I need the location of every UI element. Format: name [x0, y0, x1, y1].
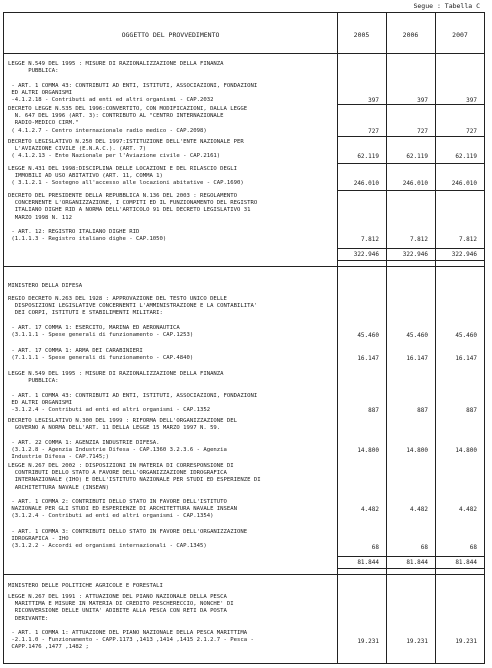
value-2006: 397	[417, 97, 428, 104]
value-2007: 19.231	[455, 638, 477, 645]
header-year-2006: 2006	[402, 31, 419, 39]
provision-text: LEGGE N.267 DEL 1991 : ATTUAZIONE DEL PIANO NAZIONALE DELLA PESCA MARITTIMA E MISURE IN MATERIA DI CREDITO PESCHERECCIO, NONCHE' DI RICONVERSIONE DELLE UNITA' ADIBITE ALLA PESCA CON RETI DA POSTA DERIVANTE: - ART. 1 COMMA 1: ATTUAZIONE DEL PIANO NAZIONALE DELLA PESCA MARITTIMA -2.1.1.0 - Funzionamento - CAPP.1173 ,1413 ,1414 ,1415 2.1.2.7 - Pesca - CAPP.1476 ,1477 ,1482 ;	[8, 594, 254, 651]
value-2007: 62.119	[455, 153, 477, 160]
provision-text: - ART. 17 COMMA 1: ARMA DEI CARABINIERI (7.1.1.1 - Spese generali di funzionamento - CAP.4840)	[11, 348, 194, 362]
section-separator	[4, 266, 484, 267]
value-2006: 7.812	[409, 236, 428, 243]
provision-text: LEGGE N.549 DEL 1995 : MISURE DI RAZIONALIZZAZIONE DELLA FINANZA PUBBLICA: - ART. 1 COMMA 43: CONTRIBUTI AD ENTI, ISTITUTI, ASSOCIAZIONI, FONDAZIONI ED ALTRI ORGANISMI -3.1.2.4 - Contributi ad enti ed altri organismi - CAP.1352	[8, 371, 258, 414]
value-2007: 727	[466, 128, 477, 135]
value-2007: 16.147	[455, 355, 477, 362]
value-2007: 45.460	[455, 332, 477, 339]
provision-text: DECRETO LEGGE N.535 DEL 1996:CONVERTITO, CON MODIFICAZIONI, DALLA LEGGE N. 647 DEL 1996 (ART. 3): CONTRIBUTO AL "CENTRO INTERNAZIONALE RADIO-MEDICO CIRM." ( 4.1.2.7 - Centro internazionale radio medico - CAP.2098)	[8, 106, 248, 134]
provision-text: REGIO DECRETO N.263 DEL 1928 : APPROVAZIONE DEL TESTO UNICO DELLE DISPOSIZIONI LEGISLATIVE CONCERNENTI L'AMMINISTRAZIONE E LA CONTABILITA' DEI CORPI, ISTITUTI E STABILIMENTI MILITARI: - ART. 17 COMMA 1: ESERCITO, MARINA ED AERONAUTICA (3.1.1.1 - Spese generali di funzionamento - CAP.1253)	[8, 296, 258, 339]
provision-text: DECRETO DEL PRESIDENTE DELLA REPUBBLICA N.136 DEL 2003 : REGOLAMENTO CONCERNENTE L'ORGANIZZAZIONE, I COMPITI ED IL FUNZIONAMENTO DEL REGISTRO ITALIANO DIGHE RID A NORMA DELL'ARTICOLO 91 DEL DECRETO LEGISLATIVO 31 MARZO 1998 N. 112 - ART. 12: REGISTRO ITALIANO DIGHE RID (1.1.1.3 - Registro italiano dighe - CAP.1050)	[8, 193, 258, 243]
subtotal-2005: 322.946	[353, 251, 379, 258]
value-2005: 62.119	[357, 153, 379, 160]
table-body	[4, 53, 484, 663]
subtotal-2006: 322.946	[402, 251, 428, 258]
provision-text: LEGGE N.549 DEL 1995 : MISURE DI RAZIONALIZZAZIONE DELLA FINANZA PUBBLICA: - ART. 1 COMMA 43: CONTRIBUTI AD ENTI, ISTITUTI, ASSOCIAZIONI, FONDAZIONI ED ALTRI ORGANISMI -4.1.2.18 - Contributi ad enti ed altri organismi - CAP.2032	[8, 61, 258, 104]
value-2005: 7.812	[360, 236, 379, 243]
value-2007: 887	[466, 407, 477, 414]
value-2006: 246.010	[402, 180, 428, 187]
header-year-2007: 2007	[452, 31, 468, 39]
subtotal-row	[337, 248, 485, 261]
value-2005: 727	[368, 128, 379, 135]
value-2005: 68	[371, 544, 379, 551]
value-2006: 45.460	[406, 332, 428, 339]
value-2006: 68	[420, 544, 428, 551]
row-rule	[337, 190, 485, 191]
value-2006: 887	[417, 407, 428, 414]
value-2006: 19.231	[406, 638, 428, 645]
value-2005: 397	[368, 97, 379, 104]
header-year-2005: 2005	[353, 31, 370, 39]
section-separator	[4, 574, 484, 575]
value-2007: 4.482	[458, 506, 477, 513]
value-2005: 45.460	[357, 332, 379, 339]
value-2005: 14.800	[357, 447, 379, 454]
provision-text: DECRETO LEGISLATIVO N.250 DEL 1997:ISTITUZIONE DELL'ENTE NAZIONALE PER L'AVIAZIONE CIVILE (E.N.A.C.). (ART. 7) ( 4.1.2.13 - Ente Nazionale per l'Aviazione civile - CAP.2161)	[8, 139, 244, 160]
value-2005: 246.010	[353, 180, 379, 187]
subtotal-row	[337, 556, 485, 569]
row-rule	[337, 136, 485, 137]
section-title: MINISTERO DELLE POLITICHE AGRICOLE E FORESTALI	[8, 583, 163, 589]
value-2005: 887	[368, 407, 379, 414]
value-2007: 246.010	[451, 180, 477, 187]
provision-text: - ART. 1 COMMA 3: CONTRIBUTI DELLO STATO IN FAVORE DELL'ORGANIZZAZIONE IDROGRAFICA - IHO (3.1.2.2 - Accordi ed organismi internazionali - CAP.1345)	[11, 529, 248, 550]
provision-text: LEGGE N.431 DEL 1998:DISCIPLINA DELLE LOCAZIONI E DEL RILASCIO DEGLI IMMOBILI AD USO ABITATIVO (ART. 11, COMMA 1) ( 3.1.2.1 - Sostegno all'accesso alle locazioni abitative - CAP.1690)	[8, 166, 244, 187]
row-rule	[337, 104, 485, 105]
row-rule	[337, 163, 485, 164]
value-2006: 4.482	[409, 506, 428, 513]
value-2006: 16.147	[406, 355, 428, 362]
value-2005: 16.147	[357, 355, 379, 362]
value-2005: 19.231	[357, 638, 379, 645]
table-header	[4, 13, 484, 54]
value-2007: 14.800	[455, 447, 477, 454]
value-2006: 727	[417, 128, 428, 135]
continuation-label: Segue : Tabella C	[413, 2, 480, 10]
header-oggetto: OGGETTO DEL PROVVEDIMENTO	[121, 31, 220, 39]
value-2007: 7.812	[458, 236, 477, 243]
subtotal-2006: 81.844	[406, 559, 428, 566]
section-title: MINISTERO DELLA DIFESA	[8, 283, 83, 289]
subtotal-2005: 81.844	[357, 559, 379, 566]
appropriation-table	[3, 12, 485, 664]
value-2006: 62.119	[406, 153, 428, 160]
subtotal-2007: 81.844	[455, 559, 477, 566]
provision-text: DECRETO LEGISLATIVO N.300 DEL 1999 : RIFORMA DELL'ORGANIZZAZIONE DEL GOVERNO A NORMA DELL'ART. 11 DELLA LEGGE 15 MARZO 1997 N. 59. - ART. 22 COMMA 1: AGENZIA INDUSTRIE DIFESA. (3.1.2.8 - Agenzia Industrie Difesa - CAP.1360 3.2.3.6 - Agenzia Industrie Difesa - CAP.7145;)	[8, 418, 238, 461]
value-2007: 397	[466, 97, 477, 104]
value-2006: 14.800	[406, 447, 428, 454]
value-2005: 4.482	[360, 506, 379, 513]
provision-text: LEGGE N.267 DEL 2002 : DISPOSIZIONI IN MATERIA DI CORRESPONSIONE DI CONTRIBUTI DELLO STATO A FAVORE DELL'ORGANIZZAZIONE IDROGRAFICA INTERNAZIONALE (IHO) E DELL'ISTITUTO NAZIONALE PER STUDI ED ESPERIENZE DI ARCHITETTURA NAVALE (INSEAN) - ART. 1 COMMA 2: CONTRIBUTI DELLO STATO IN FAVORE DELL'ISTITUTO NAZIONALE PER GLI STUDI ED ESPERIENZE DI ARCHITETTURA NAVALE INSEAN (3.1.2.4 - Contributi ad enti ed altri organismi - CAP.1354)	[8, 463, 261, 520]
value-2007: 68	[469, 544, 477, 551]
subtotal-2007: 322.946	[451, 251, 477, 258]
